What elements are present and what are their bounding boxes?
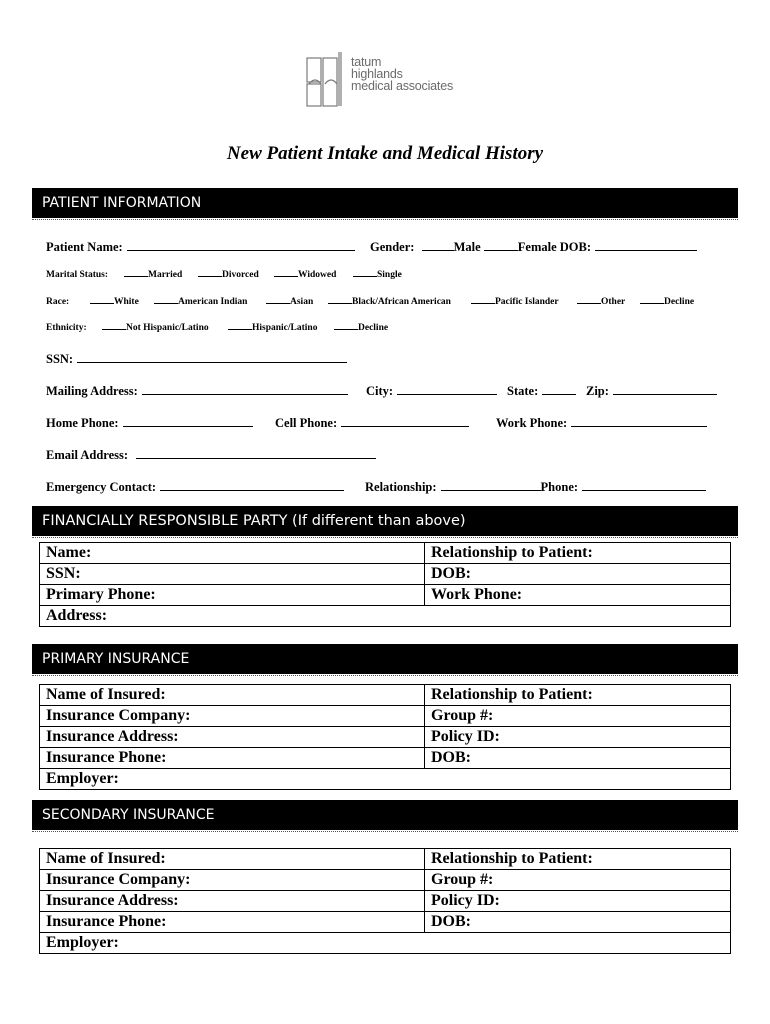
secondary-policy-cell[interactable]: Policy ID: (425, 891, 731, 912)
marital-status-label: Marital Status: (46, 270, 109, 280)
logo-mark-icon (305, 50, 353, 112)
secondary-group-cell[interactable]: Group #: (425, 870, 731, 891)
page-title: New Patient Intake and Medical History (226, 143, 544, 164)
ssn-label: SSN: (46, 352, 74, 366)
race-option-pacific-islander[interactable] (471, 297, 559, 307)
work-phone-label: Work Phone: (496, 416, 568, 430)
marital-option-married[interactable] (124, 270, 182, 280)
table-row (40, 606, 731, 627)
table-row (40, 543, 731, 564)
secondary-phone-cell[interactable]: Insurance Phone: (40, 912, 425, 933)
option-label: Single (377, 270, 402, 280)
race-option-american-indian[interactable] (154, 297, 247, 307)
table-row (40, 727, 731, 748)
section-header-primary-insurance: PRIMARY INSURANCE (32, 644, 738, 674)
option-label: Divorced (222, 270, 259, 280)
work-phone-field[interactable] (496, 416, 707, 431)
ethnicity-option-decline[interactable] (334, 323, 388, 333)
table-row (40, 870, 731, 891)
option-label: Widowed (298, 270, 337, 280)
secondary-insurance-table (39, 848, 731, 954)
race-option-white[interactable] (90, 297, 139, 307)
home-phone-label: Home Phone: (46, 416, 119, 430)
table-row (40, 769, 731, 790)
primary-relationship-cell[interactable]: Relationship to Patient: (425, 685, 731, 706)
option-label: Decline (664, 297, 695, 307)
gender-label: Gender: (370, 240, 415, 254)
table-row (40, 685, 731, 706)
gender-option-female[interactable]: Female (517, 240, 557, 254)
emergency-phone-label: Phone: (540, 480, 579, 494)
secondary-address-cell[interactable]: Insurance Address: (40, 891, 425, 912)
logo-line: highlands (351, 67, 403, 81)
option-label: Other (601, 297, 626, 307)
primary-company-cell[interactable]: Insurance Company: (40, 706, 425, 727)
financial-dob-cell[interactable]: DOB: (425, 564, 731, 585)
option-label: Hispanic/Latino (252, 323, 318, 333)
primary-employer-cell[interactable]: Employer: (40, 769, 731, 790)
practice-logo (305, 50, 475, 112)
option-label: Decline (358, 323, 389, 333)
gender-field[interactable] (370, 240, 697, 255)
financial-primary-phone-cell[interactable]: Primary Phone: (40, 585, 425, 606)
table-row (40, 585, 731, 606)
primary-phone-cell[interactable]: Insurance Phone: (40, 748, 425, 769)
race-option-decline[interactable] (640, 297, 694, 307)
race-option-black[interactable] (328, 297, 451, 307)
logo-line: tatum (351, 55, 382, 69)
zip-label: Zip: (586, 384, 609, 398)
ethnicity-option-hispanic[interactable] (228, 323, 317, 333)
primary-dob-cell[interactable]: DOB: (425, 748, 731, 769)
secondary-name-insured-cell[interactable]: Name of Insured: (40, 849, 425, 870)
city-label: City: (366, 384, 394, 398)
table-row (40, 891, 731, 912)
primary-address-cell[interactable]: Insurance Address: (40, 727, 425, 748)
marital-option-single[interactable] (353, 270, 402, 280)
financial-party-table (39, 542, 731, 627)
relationship-field[interactable] (365, 480, 706, 495)
primary-insurance-table (39, 684, 731, 790)
state-field[interactable] (507, 384, 576, 399)
logo-text (351, 56, 453, 92)
ssn-field[interactable] (46, 352, 347, 367)
section-header-financial: FINANCIALLY RESPONSIBLE PARTY (If different than above) (32, 506, 738, 536)
table-row (40, 849, 731, 870)
primary-policy-cell[interactable]: Policy ID: (425, 727, 731, 748)
patient-name-field[interactable] (46, 240, 355, 255)
table-row (40, 912, 731, 933)
secondary-relationship-cell[interactable]: Relationship to Patient: (425, 849, 731, 870)
secondary-dob-cell[interactable]: DOB: (425, 912, 731, 933)
dob-label: DOB: (559, 240, 592, 254)
secondary-employer-cell[interactable]: Employer: (40, 933, 731, 954)
option-label: Asian (290, 297, 314, 307)
option-label: Black/African American (352, 297, 451, 307)
option-label: Married (148, 270, 183, 280)
section-header-patient-info: PATIENT INFORMATION (32, 188, 738, 218)
secondary-company-cell[interactable]: Insurance Company: (40, 870, 425, 891)
ethnicity-label: Ethnicity: (46, 323, 87, 333)
table-row (40, 933, 731, 954)
zip-field[interactable] (586, 384, 717, 399)
race-option-asian[interactable] (266, 297, 313, 307)
patient-name-label: Patient Name: (46, 240, 123, 254)
mailing-address-label: Mailing Address: (46, 384, 138, 398)
primary-group-cell[interactable]: Group #: (425, 706, 731, 727)
option-label: White (114, 297, 139, 307)
financial-ssn-cell[interactable]: SSN: (40, 564, 425, 585)
email-label: Email Address: (46, 448, 129, 462)
cell-phone-field[interactable] (275, 416, 469, 431)
city-field[interactable] (366, 384, 497, 399)
marital-option-widowed[interactable] (274, 270, 336, 280)
state-label: State: (507, 384, 539, 398)
table-row (40, 564, 731, 585)
ethnicity-option-not-hispanic[interactable] (102, 323, 209, 333)
gender-option-male[interactable]: Male (453, 240, 481, 254)
option-label: Not Hispanic/Latino (126, 323, 209, 333)
mailing-address-field[interactable] (46, 384, 348, 399)
race-option-other[interactable] (577, 297, 625, 307)
financial-relationship-cell[interactable]: Relationship to Patient: (425, 543, 731, 564)
emergency-contact-field[interactable] (46, 480, 344, 495)
marital-status-field (46, 270, 108, 280)
option-label: American Indian (178, 297, 248, 307)
option-label: Pacific Islander (495, 297, 559, 307)
email-field[interactable] (46, 448, 376, 463)
table-row (40, 706, 731, 727)
financial-address-cell[interactable]: Address: (40, 606, 731, 627)
section-header-secondary-insurance: SECONDARY INSURANCE (32, 800, 738, 830)
financial-name-cell[interactable]: Name: (40, 543, 425, 564)
home-phone-field[interactable] (46, 416, 253, 431)
financial-work-phone-cell[interactable]: Work Phone: (425, 585, 731, 606)
cell-phone-label: Cell Phone: (275, 416, 338, 430)
marital-option-divorced[interactable] (198, 270, 259, 280)
emergency-contact-label: Emergency Contact: (46, 480, 157, 494)
relationship-label: Relationship: (365, 480, 437, 494)
logo-line: medical associates (351, 79, 454, 93)
race-label: Race: (46, 297, 70, 307)
primary-name-insured-cell[interactable]: Name of Insured: (40, 685, 425, 706)
table-row (40, 748, 731, 769)
